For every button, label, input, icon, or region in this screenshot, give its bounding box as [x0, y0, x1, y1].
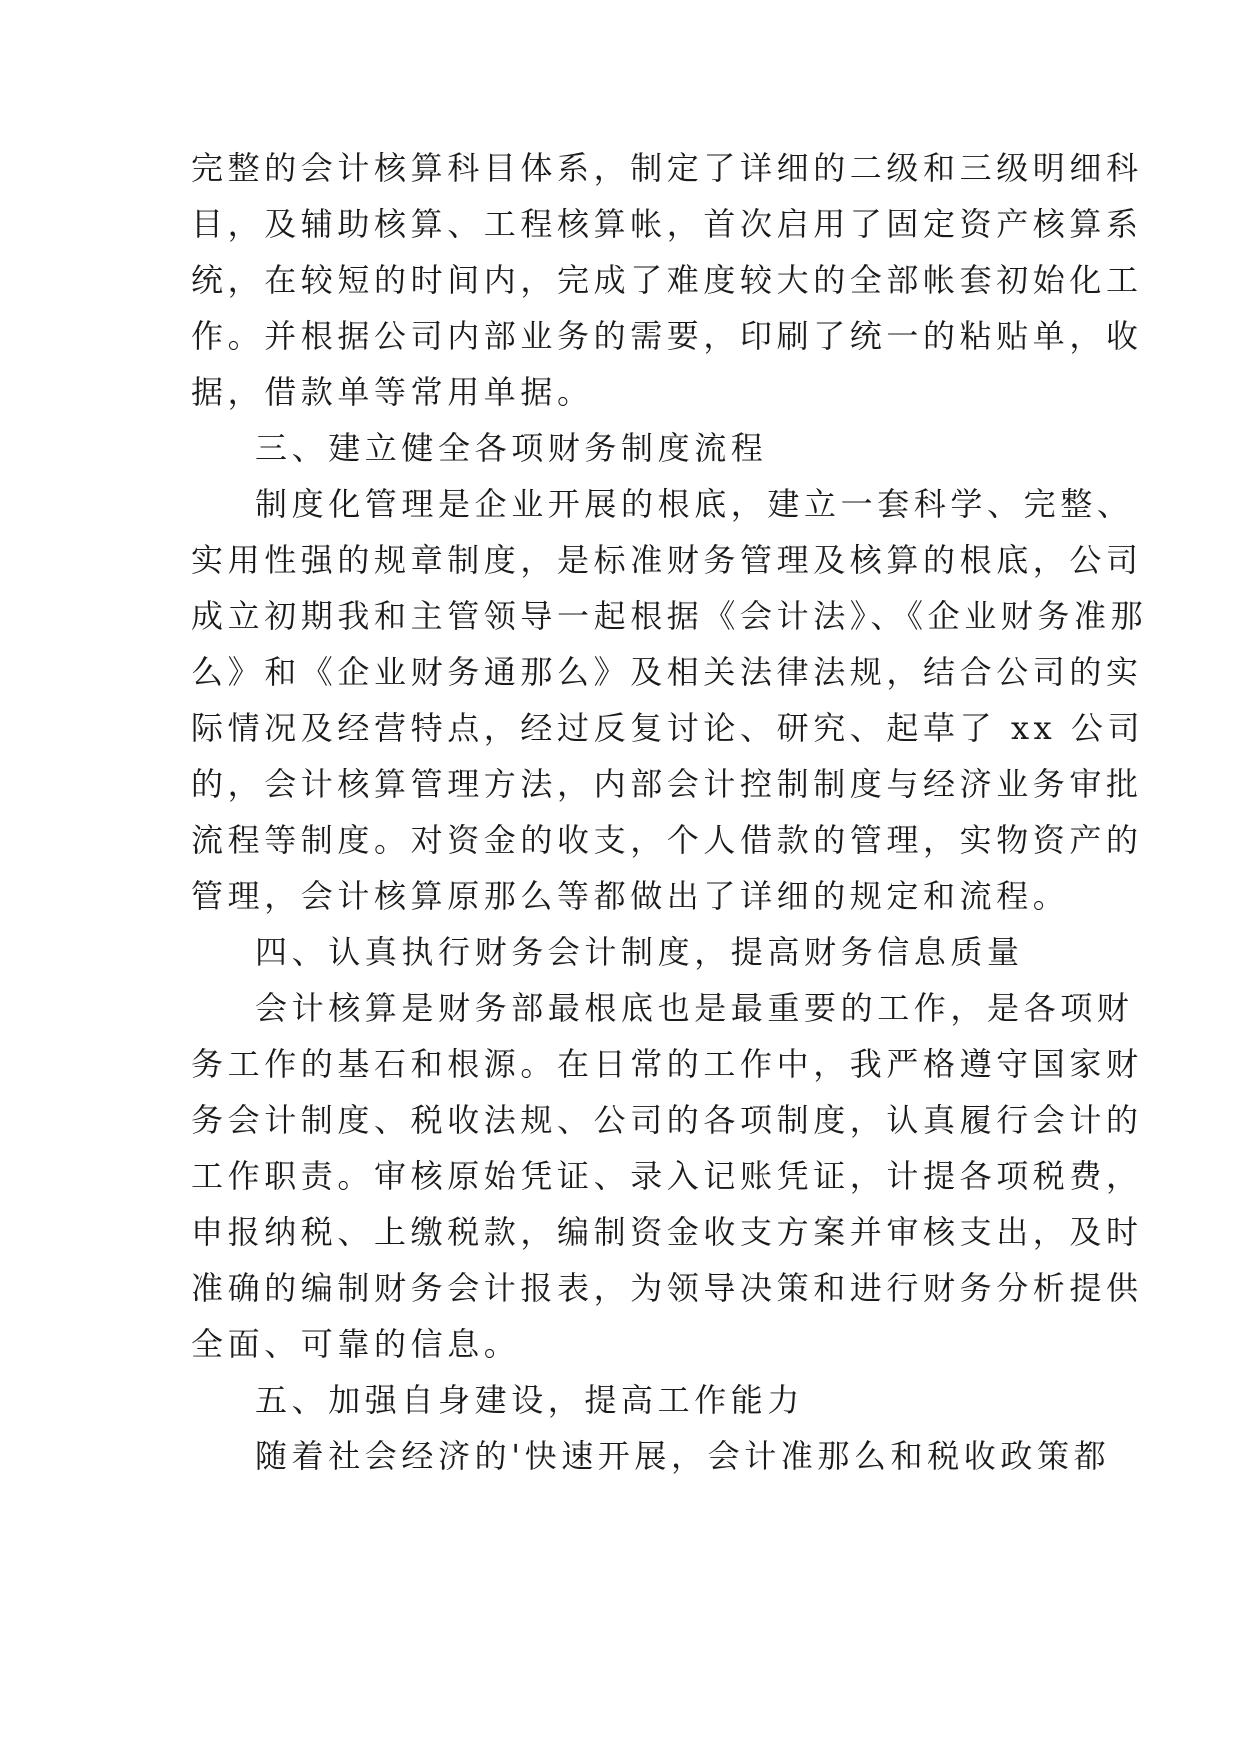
paragraph-line: 管理，会计核算原那么等都做出了详细的规定和流程。 [191, 877, 1070, 915]
paragraph-line: 作。并根据公司内部业务的需要，印刷了统一的粘贴单，收 [191, 317, 1143, 355]
paragraph-line: 全面、可靠的信息。 [191, 1325, 521, 1363]
paragraph-line: 实用性强的规章制度，是标准财务管理及核算的根底，公司 [191, 541, 1143, 579]
paragraph-line: 制度化管理是企业开展的根底，建立一套科学、完整、 [255, 485, 1134, 523]
paragraph-line: 务会计制度、税收法规、公司的各项制度，认真履行会计的 [191, 1101, 1143, 1139]
paragraph-line: 流程等制度。对资金的收支，个人借款的管理，实物资产的 [191, 821, 1143, 859]
paragraph-line: 的，会计核算管理方法，内部会计控制制度与经济业务审批 [191, 765, 1143, 803]
paragraph-line: 据，借款单等常用单据。 [191, 373, 594, 411]
section-heading-5: 五、加强自身建设，提高工作能力 [255, 1381, 805, 1419]
paragraph-line: 随着社会经济的'快速开展，会计准那么和税收政策都 [255, 1437, 1111, 1475]
section-heading-4: 四、认真执行财务会计制度，提高财务信息质量 [255, 933, 1024, 971]
paragraph-line: 完整的会计核算科目体系，制定了详细的二级和三级明细科 [191, 149, 1143, 187]
paragraph-line: 务工作的基石和根源。在日常的工作中，我严格遵守国家财 [191, 1045, 1143, 1083]
paragraph-line: 际情况及经营特点，经过反复讨论、研究、起草了 xx 公司 [191, 709, 1145, 747]
section-heading-3: 三、建立健全各项财务制度流程 [255, 429, 768, 467]
paragraph-line: 么》和《企业财务通那么》及相关法律法规，结合公司的实 [191, 653, 1143, 691]
paragraph-line: 准确的编制财务会计报表，为领导决策和进行财务分析提供 [191, 1269, 1143, 1307]
paragraph-line: 统，在较短的时间内，完成了难度较大的全部帐套初始化工 [191, 261, 1143, 299]
paragraph-line: 会计核算是财务部最根底也是最重要的工作，是各项财 [255, 989, 1134, 1027]
paragraph-line: 目，及辅助核算、工程核算帐，首次启用了固定资产核算系 [191, 205, 1143, 243]
paragraph-line: 成立初期我和主管领导一起根据《会计法》、《企业财务准那 [191, 597, 1148, 635]
paragraph-line: 工作职责。审核原始凭证、录入记账凭证，计提各项税费， [191, 1157, 1143, 1195]
paragraph-line: 申报纳税、上缴税款，编制资金收支方案并审核支出，及时 [191, 1213, 1143, 1251]
